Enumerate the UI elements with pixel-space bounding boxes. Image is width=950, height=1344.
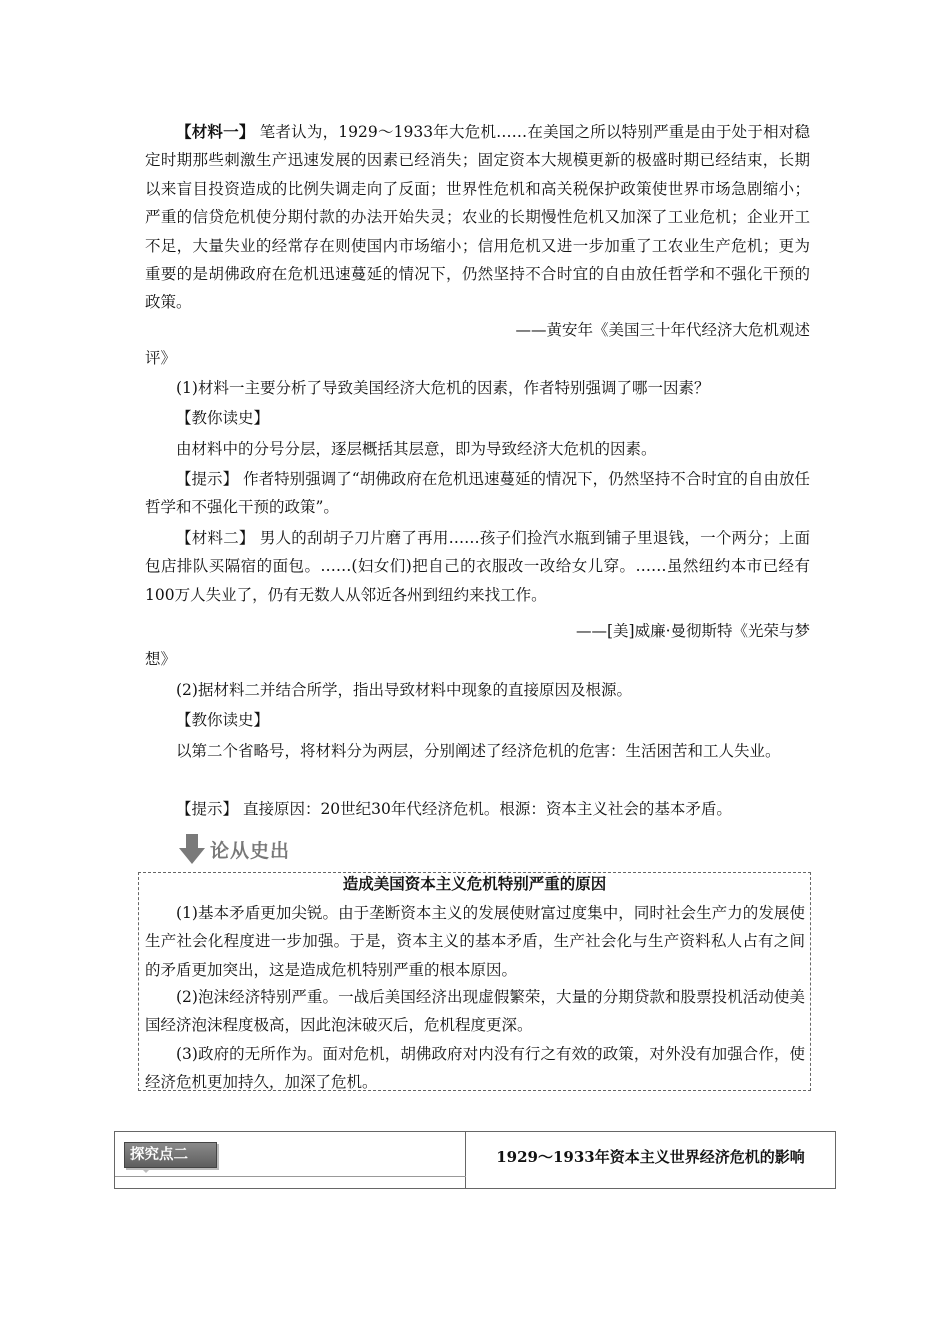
material-two-paragraph (145, 524, 810, 609)
material-one-label: 【材料一】 (176, 122, 255, 141)
hint-one-paragraph (145, 465, 810, 522)
explore-tag-cell (115, 1132, 466, 1188)
hint-one-text: 作者特别强调了“胡佛政府在危机迅速蔓延的情况下，仍然坚持不合时宜的自由放任哲学和不强化干预的政策”。 (145, 470, 810, 517)
explore-point-table (114, 1131, 836, 1189)
hint-two-text: 直接原因：20世纪30年代经济危机。根源：资本主义社会的基本矛盾。 (238, 800, 732, 818)
summary-point-1: (1)基本矛盾更加尖锐。由于垄断资本主义的发展使财富过度集中，同时社会生产力的发展使生产社会化程度进一步加强。于是，资本主义的基本矛盾，生产社会化与生产资料私人占有之间的矛盾更加突出，这是造成危机特别严重的根本原因。 (145, 904, 805, 979)
explore-title: 1929～1933年资本主义世界经济危机的影响 (496, 1147, 805, 1166)
material-two-source: ——[美]威廉·曼彻斯特《光荣与梦 (575, 622, 810, 640)
material-one-source-end: 评》 (145, 349, 177, 367)
material-two-source-end: 想》 (145, 650, 177, 668)
explore-tag: 探究点二 (124, 1142, 217, 1168)
guide-label-one: 【教你读史】 (176, 409, 270, 427)
guide-text-two: 以第二个省略号，将材料分为两层，分别阐述了经济危机的危害：生活困苦和工人失业。 (176, 742, 781, 760)
summary-title: 造成美国资本主义危机特别严重的原因 (342, 874, 607, 893)
hint-one-label: 【提示】 (176, 470, 239, 488)
section-heading-text: 论从史出 (210, 839, 291, 862)
material-two-text: 男人的刮胡子刀片磨了再用……孩子们捡汽水瓶到铺子里退钱，一个两分；上面包店排队买隔宿的面包。……(妇女们)把自己的衣服改一改给女儿穿。……虽然纽约本市已经有100万人失业了，仍有无数人从邻近各州到纽约来找工作。 (145, 529, 810, 604)
hint-two-paragraph (145, 795, 810, 823)
summary-point-2: (2)泡沫经济特别严重。一战后美国经济出现虚假繁荣，大量的分期贷款和股票投机活动使美国经济泡沫程度极高，因此泡沫破灭后，危机程度更深。 (145, 988, 805, 1035)
question-two: (2)据材料二并结合所学，指出导致材料中现象的直接原因及根源。 (176, 681, 632, 699)
arrow-down-icon (178, 833, 206, 865)
tag-pointer-icon (141, 1168, 151, 1173)
question-one: (1)材料一主要分析了导致美国经济大危机的因素，作者特别强调了哪一因素？ (176, 379, 710, 397)
guide-text-one: 由材料中的分号分层，逐层概括其层意，即为导致经济大危机的因素。 (176, 440, 657, 458)
material-one-source: ——黄安年《美国三十年代经济大危机观述 (515, 321, 810, 339)
guide-label-two: 【教你读史】 (176, 711, 270, 729)
material-one-text: 笔者认为，1929～1933年大危机……在美国之所以特别严重是由于处于相对稳定时期那些刺激生产迅速发展的因素已经消失；固定资本大规模更新的极盛时期已经结束，长期以来盲目投资造成的比例失调走向了反面；世界性危机和高关税保护政策使世界市场急剧缩小；严重的信贷危机使分期付款的办法开始失灵；农业的长期慢性危机又加深了工业危机；企业开工不足，大量失业的经常存在则使国内市场缩小；信用危机又进一步加重了工农业生产危机；更为重要的是胡佛政府在危机迅速蔓延的情况下，仍然坚持不合时宜的自由放任哲学和不强化干预的政策。 (145, 123, 810, 312)
section-heading (178, 832, 290, 866)
material-two-label: 【材料二】 (176, 529, 255, 547)
cell-divider (115, 1176, 466, 1177)
material-one-paragraph (145, 118, 810, 317)
hint-two-label: 【提示】 (176, 800, 239, 818)
summary-point-3: (3)政府的无所作为。面对危机，胡佛政府对内没有行之有效的政策，对外没有加强合作，使经济危机更加持久，加深了危机。 (145, 1045, 805, 1092)
